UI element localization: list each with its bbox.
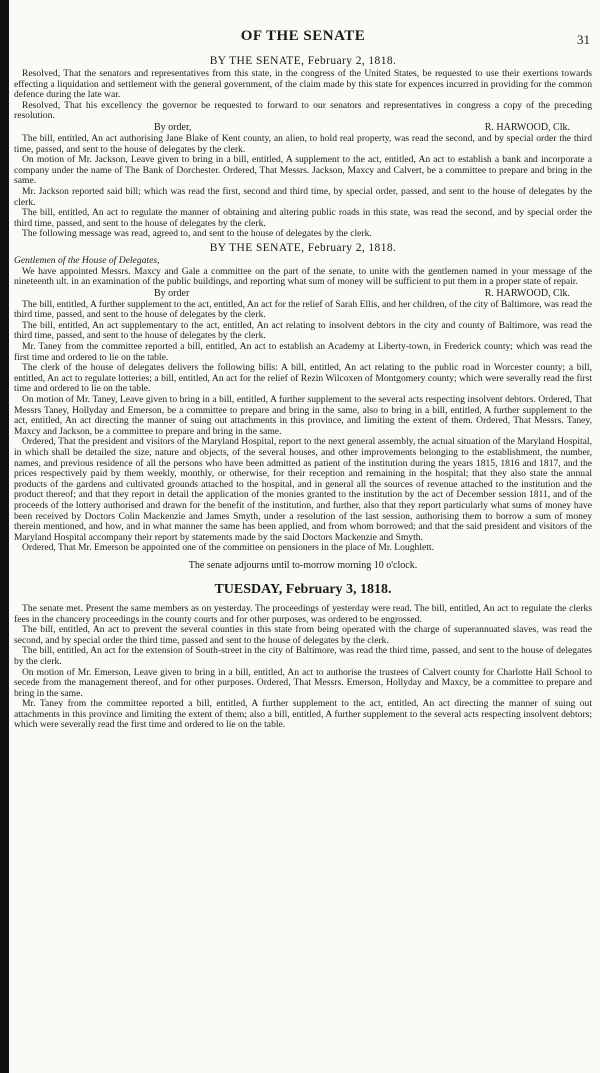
message-body: We have appointed Messrs. Maxcy and Gale a committee on the part of the senate, to unite with the gentlemen named in your message of the nineteenth ult. in an examination of the public buildings, and reporting what sum of money will be sufficient to put them in a proper state of repair. (14, 265, 592, 288)
proceeding-paragraph: The bill, entitled, An act to prevent the several counties in this state from being operated with the charge of superannuated slaves, was read the second, and by special order the third time, passed and sent to the house of delegates by the clerk. (14, 624, 592, 646)
by-order-label: By order, (154, 121, 192, 133)
proceeding-paragraph: The senate met. Present the same members as on yesterday. The proceedings of yesterday were read. The bill, entitled, An act to regulate the clerks fees in the chancery proceedings in the county courts and for other purposes, was ordered to be engrossed. (14, 602, 592, 625)
section-feb-3 (14, 582, 592, 731)
signature-line (14, 288, 592, 300)
proceeding-paragraph: Mr. Taney from the committee reported a bill, entitled, An act to establish an Academy at Liberty-town, in Frederick county; which was read the first time and ordered to lie on the table. (14, 341, 592, 363)
section-heading: BY THE SENATE, February 2, 1818. (209, 241, 397, 254)
proceeding-paragraph: On motion of Mr. Taney, Leave given to bring in a bill, entitled, A further supplement to the several acts respecting insolvent debtors. Ordered, That Messrs Taney, Hollyday and Emerson, be a committee to prepare and bring in the same, also to bring in a bill, entitled, A further supplement to the act, entitled, An act directing the manner of suing out attachments in this province, and limiting the extent of them. Ordered, That Messrs. Taney, Maxcy and Jackson, be a committee to prepare and bring in the same. (14, 394, 592, 437)
section-heading: BY THE SENATE, February 2, 1818. (209, 55, 397, 67)
page-number: 31 (577, 32, 590, 47)
day-heading: TUESDAY, February 3, 1818. (214, 581, 392, 597)
proceeding-paragraph: The following message was read, agreed to, and sent to the house of delegates by the clerk. (22, 228, 372, 240)
message-addressee: Gentlemen of the House of Delegates, (14, 254, 160, 266)
adjournment-notice: The senate adjourns until to-morrow morning 10 o'clock. (188, 559, 418, 571)
binding-edge (0, 0, 9, 1073)
proceeding-paragraph: The bill, entitled, An act for the extension of South-street in the city of Baltimore, was read the third time, passed, and sent to the house of delegates by the clerk. (14, 645, 592, 667)
proceeding-paragraph: The bill, entitled, An act to regulate the manner of obtaining and altering public roads in this state, was read the second, and by special order the third time, passed, and sent to the house of delegates by the clerk. (14, 207, 592, 229)
proceeding-paragraph: Ordered, That the president and visitors of the Maryland Hospital, report to the next general assembly, the actual situation of the Maryland Hospital, in which shall be detailed the size, nature and objects, of the several houses, and other improvements belonging to the establishment, the number, names, and previous residence of all the persons who have been admitted as patient of the institution during the years 1815, 1816 and 1817, and the prices respectively paid by them weekly, monthly, or otherwise, for their reception and remaining in the hospital; that they also state the annual products of the gardens and cultivated grounds attached to the hospital, and in general all the sources of revenue attached to the institution and the product thereof; and that they report in detail the application of the monies granted to the institution by the act of December session 1811, and of the proceeds of the lottery authorised and drawn for the benefit of the institution, and further, also that they report particularly what sums of money have been received by Doctors Colin Mackenzie and James Smyth, under a resolution of the last session, authorising them to borrow a sum of money therein mentioned, and how, and in what manner the same has been applied, and from whom borrowed; and that the said president and visitors of the Maryland Hospital accompany their report by statements made by the said Doctors Mackenzie and Smyth. (14, 436, 592, 543)
by-order-label: By order (154, 287, 190, 299)
document-page (14, 24, 592, 1064)
clerk-signature: R. HARWOOD, Clk. (484, 287, 570, 299)
section-feb-2-message (14, 242, 592, 572)
proceeding-paragraph: The bill, entitled, An act supplementary to the act, entitled, An act relating to insolvent debtors in the city and county of Baltimore, was read the third time, passed, and sent to the house of delegates by the clerk. (14, 319, 592, 342)
proceeding-paragraph: Ordered, That Mr. Emerson be appointed one of the committee on pensioners in the place of Mr. Loughlett. (22, 542, 434, 554)
section-feb-2-first (14, 55, 592, 240)
proceeding-paragraph: On motion of Mr. Jackson, Leave given to bring in a bill, entitled, A supplement to the act, entitled, An act to establish a bank and incorporate a company under the name of The Bank of Dorchester. Ordered, That Messrs. Jackson, Maxcy and Calvert, be a committee to prepare and bring in the same. (14, 154, 592, 187)
proceeding-paragraph: Mr. Jackson reported said bill; which was read the first, second and third time, by special order, passed, and sent to the house of delegates by the clerk. (14, 185, 592, 208)
resolution-paragraph: Resolved, That the senators and representatives from this state, in the congress of the United States, be requested to use their exertions towards effecting a liquidation and settlement with the general government, of the claim made by this state for expences incurred in providing for the common defence during the late war. (14, 68, 592, 101)
proceeding-paragraph: The clerk of the house of delegates delivers the following bills: A bill, entitled, An act relating to the public road in Worcester county; a bill, entitled, An act to regulate lotteries; a bill, entitled, An act for the relief of Rezin Wilcoxen of Montgomery county; which were severally read the first time and ordered to lie on the table. (14, 362, 592, 395)
proceeding-paragraph: The bill, entitled, An act authorising Jane Blake of Kent county, an alien, to hold real property, was read the second, and by special order the third time, passed, and sent to the house of delegates by the clerk. (14, 132, 592, 155)
proceeding-paragraph: Mr. Taney from the committee reported a bill, entitled, A further supplement to the act, entitled, An act directing the manner of suing out attachments in this province and limiting the extent of them; also a bill, entitled, A further supplement to the several acts respecting insolvent debtors; which were severally read the first time and ordered to lie on the table. (14, 698, 592, 731)
proceeding-paragraph: The bill, entitled, A further supplement to the act, entitled, An act for the relief of Sarah Ellis, and her children, of the city of Baltimore, was read the third time, passed, and sent to the house of delegates by the clerk. (14, 298, 592, 321)
resolution-paragraph: Resolved, That his excellency the governor be requested to forward to our senators and representatives in congress a copy of the preceding resolution. (14, 99, 592, 122)
clerk-signature: R. HARWOOD, Clk. (484, 121, 570, 133)
running-head: OF THE SENATE (240, 28, 366, 44)
proceeding-paragraph: On motion of Mr. Emerson, Leave given to bring in a bill, entitled, An act to authorise the trustees of Calvert county for Charlotte Hall School to secede from the management thereof, and for other purposes. Ordered, That Messrs. Emerson, Hollyday and Maxcy, be a committee to prepare and bring in the same. (14, 666, 592, 699)
